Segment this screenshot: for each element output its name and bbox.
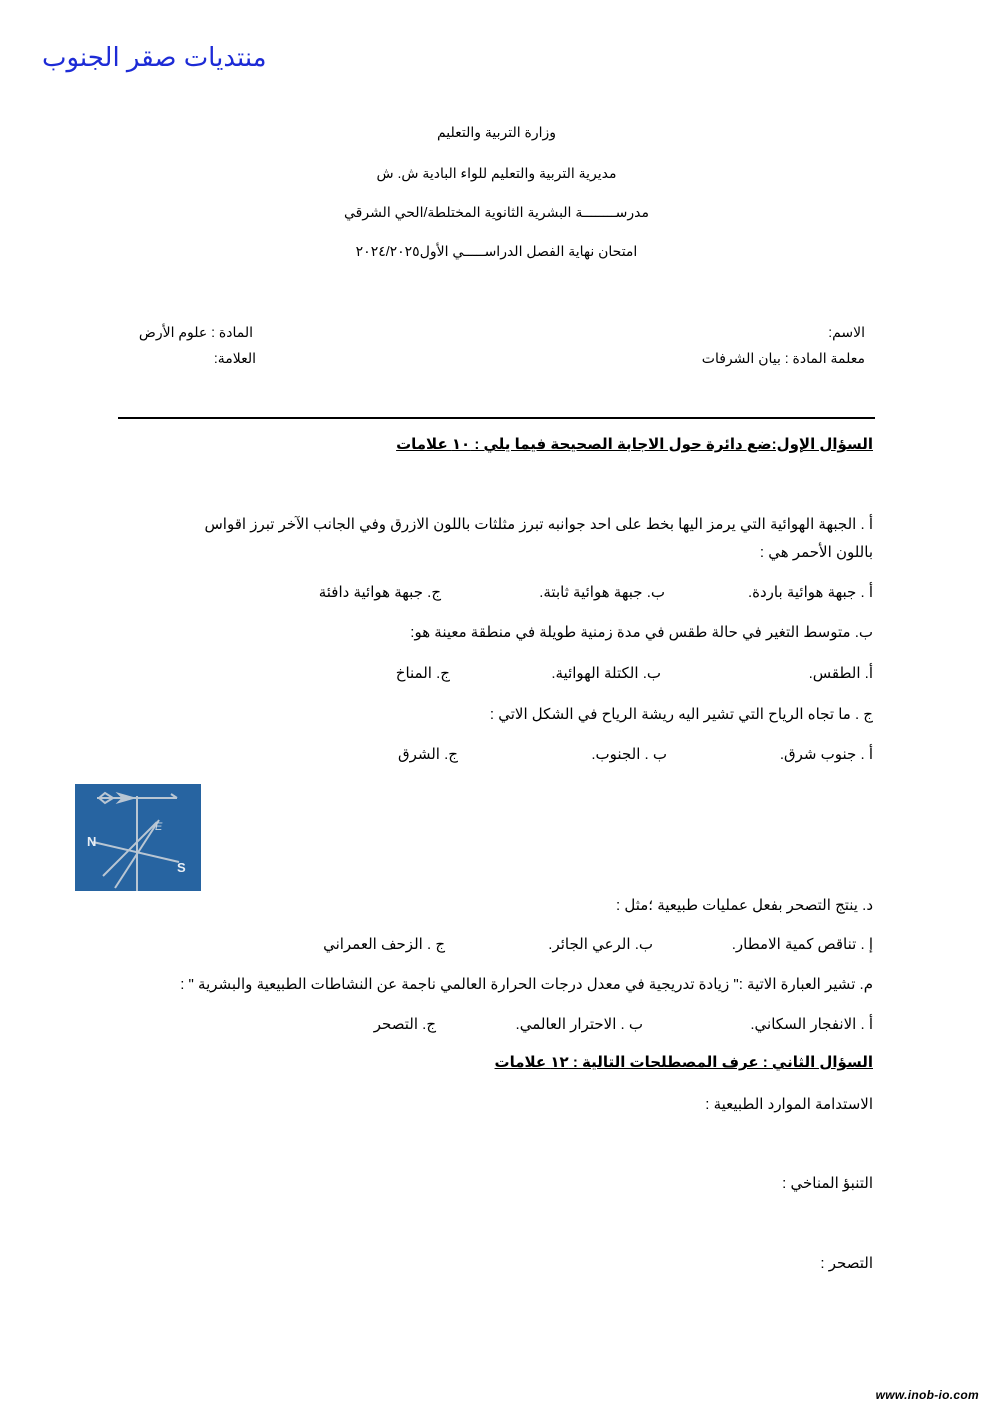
forum-logo-text: منتديات صقر الجنوب	[42, 42, 267, 72]
q1-item-c-option-b: ب . الجنوب.	[591, 746, 667, 763]
q1-item-d-stem: د. ينتج التصحر بفعل عمليات طبيعية ؛مثل :	[616, 897, 873, 914]
q1-title: السؤال الإول:ضع دائرة حول الاجابة الصحيحة فيما يلي : ١٠ علامات	[396, 436, 873, 453]
q1-item-d-option-a: إ . تناقص كمية الامطار.	[731, 936, 873, 953]
vane-letter-s: S	[177, 860, 186, 875]
q1-item-e-stem: م. تشير العبارة الاتية :" زيادة تدريجية في معدل درجات الحرارة العالمي ناجمة عن النشاطات الطبيعية والبشرية " :	[180, 976, 873, 993]
q1-item-a-option-b: ب. جبهة هوائية ثابتة.	[539, 584, 665, 601]
teacher-label: معلمة المادة : بيان الشرفات	[701, 350, 865, 366]
vane-letter-n: N	[87, 834, 97, 849]
grade-label: العلامة:	[213, 350, 256, 366]
q1-item-a-option-a: أ . جبهة هوائية باردة.	[747, 584, 873, 601]
q1-item-a-stem-2: باللون الأحمر هي :	[759, 544, 873, 561]
q1-item-b-option-a: أ. الطقس.	[808, 665, 873, 682]
q1-item-c-option-a: أ . جنوب شرق.	[779, 746, 873, 763]
q1-item-c-stem: ج . ما تجاه الرياح التي تشير اليه ريشة الرياح في الشكل الاتي :	[489, 706, 873, 723]
q1-item-b-stem: ب. متوسط التغير في حالة طقس في مدة زمنية طويلة في منطقة معينة هو:	[410, 624, 873, 641]
name-label: الاسم:	[828, 324, 865, 340]
weather-vane-image	[75, 784, 201, 891]
school-line: مدرســــــــة البشرية الثانوية المختلطة/الحي الشرقي	[343, 204, 649, 220]
q1-item-e-option-b: ب . الاحترار العالمي.	[515, 1016, 643, 1033]
q1-item-d-option-c: ج . الزحف العمراني	[323, 936, 445, 953]
q2-term-1: الاستدامة الموارد الطبيعية :	[705, 1096, 873, 1113]
q1-item-b-option-c: ج. المناخ	[395, 665, 450, 682]
q1-item-d-option-b: ب. الرعي الجائر.	[548, 936, 653, 953]
q1-item-a-stem: أ . الجبهة الهوائية التي يرمز اليها بخط على احد جوانبه تبرز مثلثات باللون الازرق وفي الجانب الآخر تبرز اقواس	[204, 516, 873, 533]
ministry-line: وزارة التربية والتعليم	[436, 124, 557, 140]
q1-item-c-option-c: ج. الشرق	[397, 746, 458, 763]
footer-url: www.inob-io.com	[875, 1388, 979, 1402]
q2-term-3: التصحر :	[820, 1255, 873, 1272]
q1-item-b-option-b: ب. الكتلة الهوائية.	[551, 665, 661, 682]
directorate-line: مديرية التربية والتعليم للواء البادية ش. ش	[376, 165, 617, 181]
subject-label: المادة : علوم الأرض	[138, 324, 253, 340]
q1-item-e-option-a: أ . الانفجار السكاني.	[750, 1016, 873, 1033]
q2-term-2: التنبؤ المناخي :	[782, 1175, 873, 1192]
q1-item-a-option-c: ج. جبهة هوائية دافئة	[318, 584, 441, 601]
q2-title: السؤال الثاني : عرف المصطلحات التالية : ١٢ علامات	[494, 1054, 873, 1071]
q1-item-e-option-c: ج. التصحر	[373, 1016, 436, 1033]
exam-line: امتحان نهاية الفصل الدراســـــي الأول٢٠٢٤/٢٠٢٥	[355, 243, 638, 259]
vane-letter-e: E	[155, 821, 163, 833]
header-divider	[118, 417, 875, 419]
